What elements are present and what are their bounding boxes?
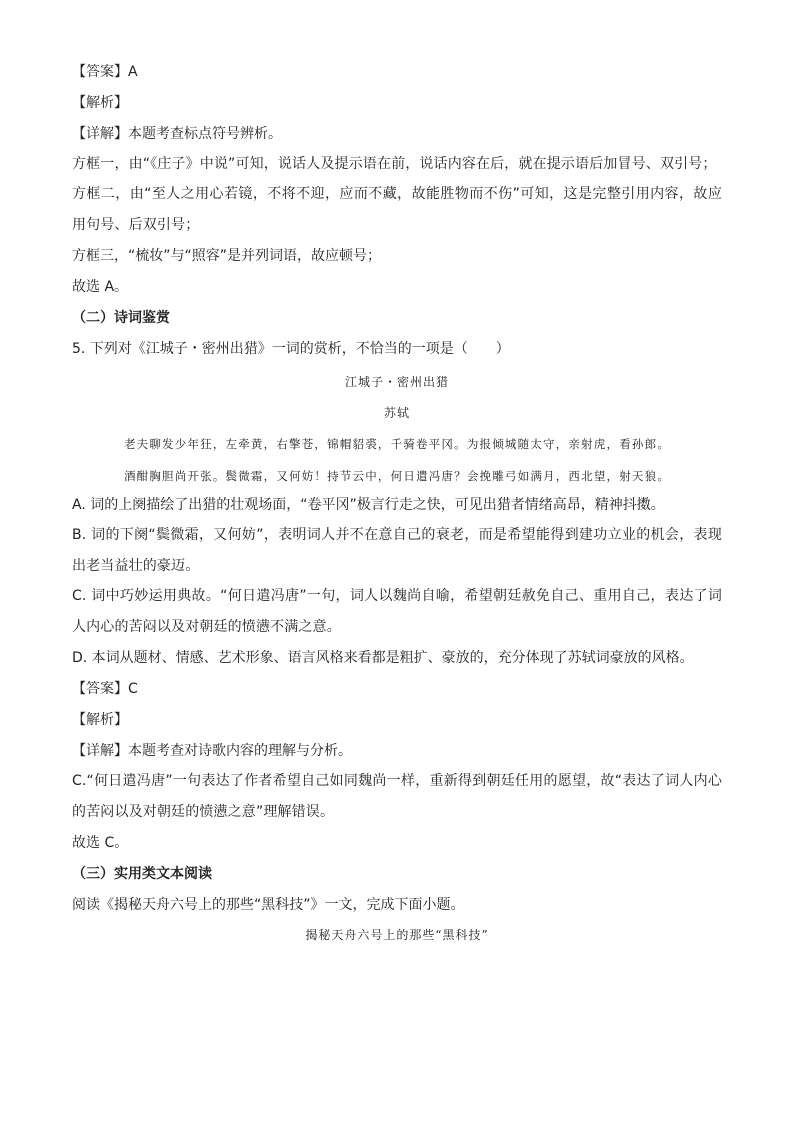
analysis-label-2: 【解析】 <box>72 712 128 728</box>
poem-title: 江城子・密州出猎 <box>344 375 449 389</box>
conclusion-2: 故选 C。 <box>72 835 129 851</box>
box2-explanation: 方框二，由“至人之用心若镜，不将不迎，应而不藏，故能胜物而不伤”可知，这是完整引用内容，故应用句号、后双引号； <box>72 186 722 233</box>
section-heading-practical: （三）实用类文本阅读 <box>72 866 212 882</box>
question-5: 5. 下列对《江城子・密州出猎》一词的赏析，不恰当的一项是（ ） <box>72 341 510 357</box>
poem-line-1: 老夫聊发少年狂，左牵黄，右擎苍，锦帽貂裘，千骑卷平冈。为报倾城随太守，亲射虎，看孙郎。 <box>123 437 671 451</box>
analysis-label-1: 【解析】 <box>72 95 128 111</box>
answer-label-2: 【答案】C <box>72 681 138 697</box>
option-c: C. 词中巧妙运用典故。“何日遣冯唐”一句，词人以魏尚自喻，希望朝廷赦免自己、重用自己，表达了词人内心的苦闷以及对朝廷的愤懑不满之意。 <box>72 588 722 635</box>
option-d: D. 本词从题材、情感、艺术形象、语言风格来看都是粗扩、豪放的，充分体现了苏轼词豪放的风格。 <box>72 650 694 666</box>
article-title: 揭秘天舟六号上的那些“黑科技” <box>305 928 489 942</box>
section-heading-poetry: （二）诗词鉴赏 <box>72 310 170 326</box>
explanation-c: C.“何日遣冯唐”一句表达了作者希望自己如同魏尚一样，重新得到朝廷任用的愿望，故“表达了词人内心的苦闷以及对朝廷的愤懑之意”理解错误。 <box>72 773 722 820</box>
conclusion-1: 故选 A。 <box>72 279 129 295</box>
poem-author: 苏轼 <box>383 406 410 420</box>
box3-explanation: 方框三，“梳妆”与“照容”是并列词语，故应顿号； <box>72 248 382 264</box>
detail-line-1: 【详解】本题考查标点符号辨析。 <box>72 126 282 142</box>
reading-instruction: 阅读《揭秘天舟六号上的那些“黑科技”》一文，完成下面小题。 <box>72 897 465 913</box>
box1-explanation: 方框一，由“《庄子》中说”可知，说话人及提示语在前，说话内容在后，就在提示语后加冒号、双引号； <box>72 156 717 172</box>
option-a: A. 词的上阕描绘了出猎的壮观场面，“卷平冈”极言行走之快，可见出猎者情绪高昂，精神抖擞。 <box>72 497 665 513</box>
option-b: B. 词的下阕“鬓微霜，又何妨”，表明词人并不在意自己的衰老，而是希望能得到建功立业的机会，表现出老当益壮的豪迈。 <box>72 527 722 574</box>
detail-line-2: 【详解】本题考查对诗歌内容的理解与分析。 <box>72 743 352 759</box>
answer-label-1: 【答案】A <box>72 64 138 80</box>
poem-line-2: 酒酣胸胆尚开张。鬓微霜，又何妨！持节云中，何日遣冯唐？会挽雕弓如满月，西北望，射天狼。 <box>123 469 671 483</box>
document-page <box>72 62 722 944</box>
